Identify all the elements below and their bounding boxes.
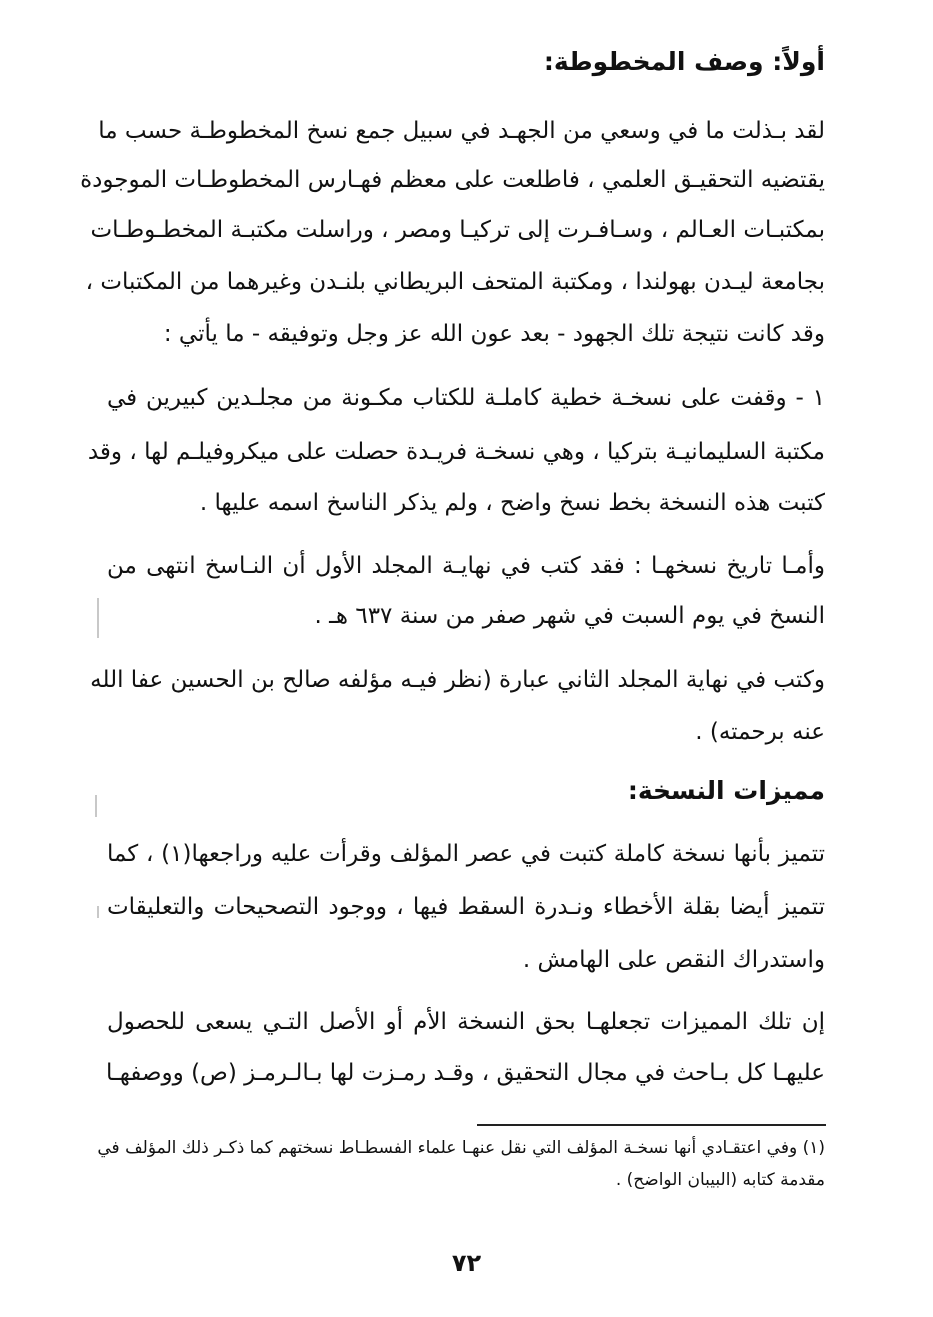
text-line: وأمـا تاريخ نسخهـا : فقد كتب في نهايـة المجلد الأول أن النـاسخ انتهى من [107, 553, 825, 579]
text-line: واستدراك النقص على الهامش . [522, 947, 825, 973]
text-line: وقد كانت نتيجة تلك الجهود - بعد عون الله عز وجل وتوفيقه - ما يأتي : [163, 321, 825, 347]
footnote-line: مقدمة كتابه (البيبان الواضح) . [615, 1170, 825, 1190]
scan-artifact [97, 906, 99, 918]
text-line: يقتضيه التحقيـق العلمي ، فاطلعت على معظم فهـارس المخطوطـات الموجودة [80, 167, 825, 193]
text-line: تتميز أيضا بقلة الأخطاء ونـدرة السقط فيها ، ووجود التصحيحات والتعليقات [107, 894, 825, 920]
scan-artifact [97, 598, 99, 638]
text-line: تتميز بأنها نسخة كاملة كتبت في عصر المؤلف وقرأت عليه وراجعها(١) ، كما [107, 841, 825, 867]
text-line: مكتبة السليمانيـة بتركيا ، وهي نسخـة فريـدة حصلت على ميكروفيلـم لها ، وقد [87, 439, 825, 465]
text-line: كتبت هذه النسخة بخط نسخ واضح ، ولم يذكر الناسخ اسمه عليها . [199, 490, 825, 516]
page-number: ٧٢ [451, 1249, 482, 1277]
footnote-line: (١) وفي اعتقـادي أنها نسخـة المؤلف التي نقل عنهـا علماء الفسطـاط نسختهم كما ذكـر ذلك المؤلف في [97, 1138, 825, 1158]
scan-artifact [95, 795, 97, 817]
text-line: بمكتبـات العـالم ، وسـافـرت إلى تركيـا ومصر ، وراسلت مكتبـة المخطـوطـات [90, 217, 825, 243]
text-line: ١ - وقفت على نسخـة خطية كاملـة للكتاب مكـونة من مجلـدين كبيرين في [107, 385, 825, 411]
text-line: عليهـا كل بـاحث في مجال التحقيق ، وقـد رمـزت لها بـالـرمـز (ص) ووصفهـا [106, 1060, 825, 1086]
section-heading-copy-features: مميزات النسخة: [627, 776, 825, 805]
text-line: النسخ في يوم السبت في شهر صفر من سنة ٦٣٧ هـ . [314, 603, 825, 629]
text-line: لقد بـذلت ما في وسعي من الجهـد في سبيل جمع نسخ المخطوطـة حسب ما [98, 118, 825, 144]
footnote-separator [477, 1124, 826, 1126]
text-line: عنه برحمته) . [695, 719, 825, 745]
section-heading-manuscript-description: أولاً: وصف المخطوطة: [543, 47, 825, 76]
text-line: إن تلك المميزات تجعلهـا بحق النسخة الأم أو الأصل التـي يسعى للحصول [107, 1009, 825, 1035]
text-line: وكتب في نهاية المجلد الثاني عبارة (نظر فيـه مؤلفه صالح بن الحسين عفا الله [90, 667, 825, 693]
text-line: بجامعة ليـدن بهولندا ، ومكتبة المتحف البريطاني بلنـدن وغيرهما من المكتبات ، [85, 269, 825, 295]
